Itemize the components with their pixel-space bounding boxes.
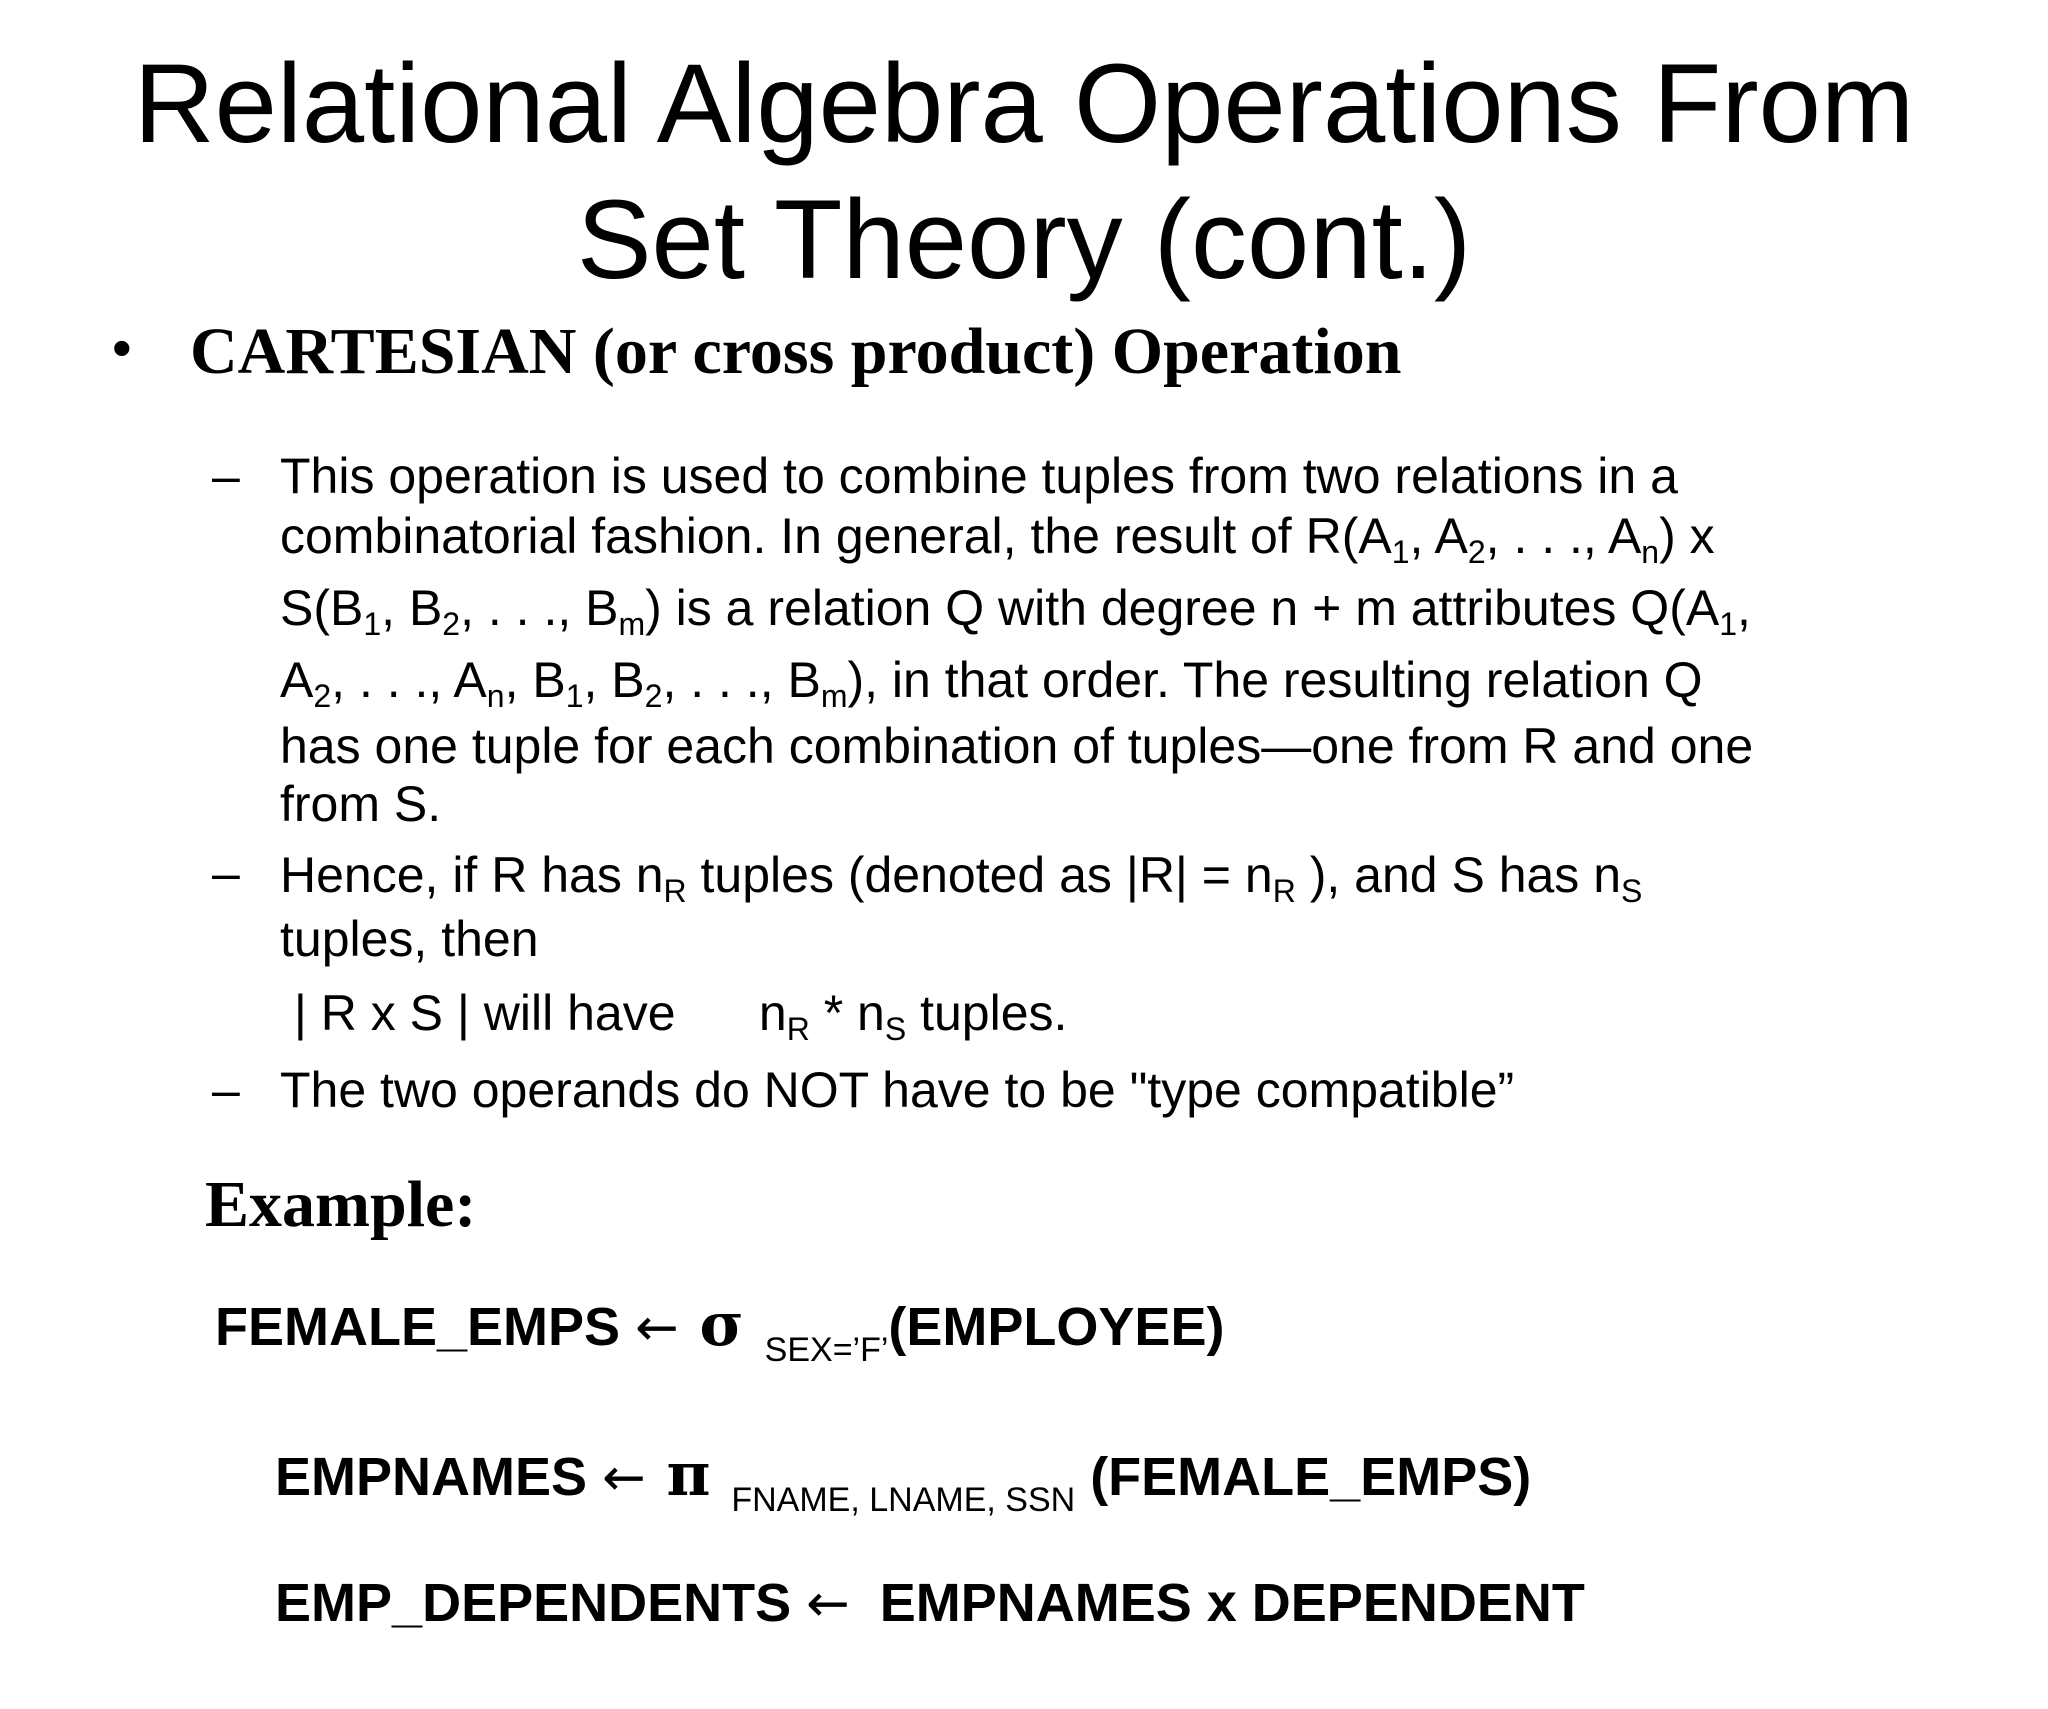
paragraph-1-line-1: This operation is used to combine tuples from two relations in a bbox=[280, 448, 1678, 504]
left-arrow-icon: ← bbox=[635, 1298, 679, 1358]
dash-marker-2: – bbox=[212, 845, 240, 901]
paragraph-1-line-3: $S(B_1$, $B_2$, . . ., $B_m$) is a relation Q with degree n + m attributes $Q(A_1$, bbox=[280, 580, 1751, 642]
paragraph-2-line-3: | R x S | will have $n_R * n_S$ tuples. bbox=[280, 985, 1068, 1047]
project-attributes: FNAME, LNAME, SSN bbox=[731, 1481, 1076, 1519]
paragraph-2-line-1: Hence, if R has $n_R$ tuples (denoted as $|R| = n_R$ ), and S has $n_S$ bbox=[280, 847, 1643, 909]
select-condition: SEX=’F’ bbox=[764, 1331, 889, 1369]
expression-cartesian: EMP_DEPENDENTS ← EMPNAMES x DEPENDENT bbox=[275, 1573, 1585, 1634]
expression-select: FEMALE_EMPS ← σ $_{SEX=’F’}$(EMPLOYEE) bbox=[215, 1290, 1225, 1369]
paragraph-3-line-1: The two operands do NOT have to be "type compatible” bbox=[280, 1062, 1515, 1118]
bullet-marker: • bbox=[112, 316, 132, 379]
section-heading: CARTESIAN (or cross product) Operation bbox=[190, 315, 1402, 388]
example-label: Example: bbox=[205, 1168, 477, 1241]
sigma-symbol: σ bbox=[678, 1290, 765, 1360]
dash-marker-1: – bbox=[212, 448, 240, 504]
paragraph-3 bbox=[280, 1060, 2020, 1120]
paragraph-1-line-5: has one tuple for each combination of tuples—one from R and one bbox=[280, 718, 1754, 774]
left-arrow-icon: ← bbox=[806, 1574, 850, 1634]
paragraph-2 bbox=[280, 843, 2020, 1045]
slide-title bbox=[0, 36, 2048, 308]
pi-symbol: π bbox=[645, 1440, 732, 1510]
title-line-1: Relational Algebra Operations From bbox=[133, 41, 1915, 166]
paragraph-1-line-6: from S. bbox=[280, 776, 442, 832]
left-arrow-icon: ← bbox=[602, 1448, 646, 1508]
dash-marker-3: – bbox=[212, 1062, 240, 1118]
paragraph-1-line-2: combinatorial fashion. In general, the result of $R(A_1$, $A_2$, . . ., $A_n$) x bbox=[280, 508, 1715, 570]
title-line-2: Set Theory (cont.) bbox=[576, 177, 1472, 302]
expression-project: EMPNAMES ← π $_{FNAME, LNAME, SSN}$ (FEMALE_EMPS) bbox=[275, 1440, 1532, 1519]
paragraph-1-line-4: $A_2$, . . ., $A_n$, $B_1$, $B_2$, . . ., $B_m$), in that order. The resulting relation Q bbox=[280, 652, 1703, 714]
paragraph-2-line-2: tuples, then bbox=[280, 911, 539, 967]
paragraph-1 bbox=[280, 446, 2020, 834]
